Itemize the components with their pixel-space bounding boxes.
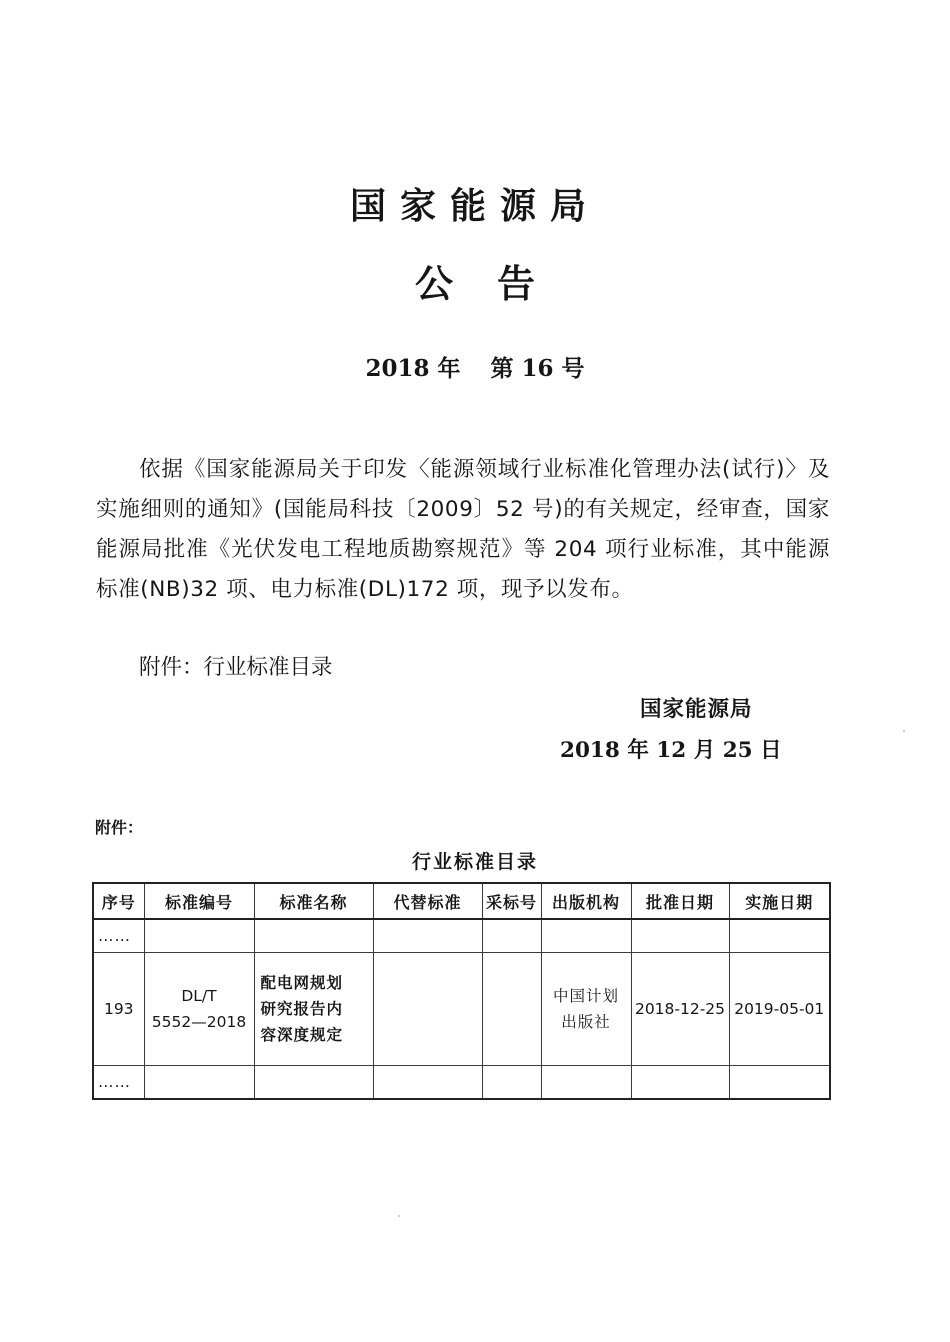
document-title: 公告	[414, 262, 579, 306]
ellipsis-cell: ……	[93, 919, 144, 953]
col-header-code: 标准编号	[144, 883, 254, 919]
row-replaces	[373, 953, 482, 1066]
document-number	[0, 350, 950, 383]
row-adopted-no	[482, 953, 541, 1066]
attachment-label: 附件：	[95, 818, 144, 837]
row-code	[144, 953, 254, 1066]
row-name	[254, 953, 373, 1066]
row-publisher-line2: 出版社	[561, 1013, 611, 1031]
signature-date: 2018 年 12 月 25 日	[560, 738, 782, 763]
announcement-body: 依据《国家能源局关于印发〈能源领域行业标准化管理办法(试行)〉及实施细则的通知》(国能局科技〔2009〕52 号)的有关规定，经审查，国家能源局批准《光伏发电工程地质勘察规范》等 204 项行业标准，其中能源标准(NB)32 项、电力标准(DL)172 项，现予以发布。	[96, 457, 830, 602]
row-publisher	[541, 953, 631, 1066]
ellipsis-cell: ……	[93, 1066, 144, 1100]
col-header-approval-date: 批准日期	[631, 883, 729, 919]
row-code-line2: 5552—2018	[151, 1013, 247, 1031]
attachment-note: 附件：行业标准目录	[139, 655, 333, 680]
table-row	[93, 953, 830, 1066]
scan-speck	[398, 1215, 400, 1217]
table-row-ellipsis-bottom	[93, 1066, 830, 1100]
col-header-name: 标准名称	[254, 883, 373, 919]
table-header-row	[93, 883, 830, 919]
col-header-publisher: 出版机构	[541, 883, 631, 919]
row-code-line1: DL/T	[181, 987, 217, 1005]
col-header-effective-date: 实施日期	[729, 883, 830, 919]
row-effective-date: 2019-05-01	[729, 953, 830, 1066]
org-title: 国家能源局	[349, 186, 600, 227]
row-index: 193	[93, 953, 144, 1066]
row-name-line2: 研究报告内	[260, 1000, 344, 1018]
row-approval-date: 2018-12-25	[631, 953, 729, 1066]
col-header-replaces: 代替标准	[373, 883, 482, 919]
document-issue-number: 第 16 号	[490, 355, 585, 382]
row-name-line1: 配电网规划	[260, 974, 344, 992]
signature-org: 国家能源局	[640, 697, 753, 722]
col-header-index: 序号	[93, 883, 144, 919]
standards-table	[92, 882, 831, 1100]
col-header-adopted-no: 采标号	[482, 883, 541, 919]
row-publisher-line1: 中国计划	[552, 987, 619, 1005]
document-year: 2018 年	[365, 355, 461, 382]
table-row-ellipsis-top	[93, 919, 830, 953]
catalog-title: 行业标准目录	[411, 851, 538, 873]
scan-speck	[903, 730, 905, 732]
row-name-line3: 容深度规定	[260, 1026, 344, 1044]
